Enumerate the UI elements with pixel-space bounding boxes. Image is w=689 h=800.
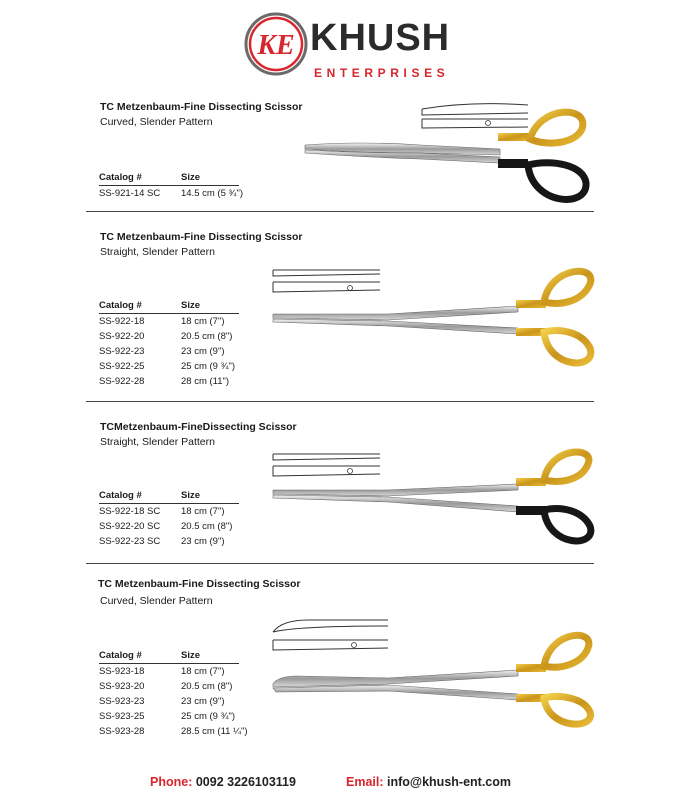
product-subtitle: Curved, Slender Pattern [100,595,213,607]
size-value: 20.5 cm (8") [181,681,233,692]
size-value: 25 cm (9 ¾") [181,711,236,722]
col-catalog: Catalog # [99,490,142,501]
catalog-number: SS-923-18 [99,666,145,677]
size-value: 18 cm (7") [181,506,225,517]
product-title: TC Metzenbaum-Fine Dissecting Scissor [100,101,303,113]
catalog-number: SS-922-20 [99,331,145,342]
catalog-number: SS-922-25 [99,361,145,372]
catalog-number: SS-923-23 [99,696,145,707]
col-size: Size [181,650,201,661]
straight-scissor-gold-icon [268,262,598,374]
size-value: 28.5 cm (11 ¼") [181,726,248,737]
size-value: 18 cm (7") [181,666,225,677]
size-value: 23 cm (9") [181,696,225,707]
table-row [99,359,239,374]
curved-scissor-gold-icon [268,612,598,732]
svg-text:KE: KE [257,30,295,61]
phone-contact [150,775,296,789]
product-subtitle: Straight, Slender Pattern [100,246,215,258]
catalog-number: SS-923-28 [99,726,145,737]
catalog-number: SS-923-20 [99,681,145,692]
size-value: 18 cm (7") [181,316,225,327]
table-header [99,298,239,314]
catalog-table [99,170,243,201]
size-value: 28 cm (11") [181,376,230,387]
phone-label: Phone: [150,775,193,789]
table-header [99,170,239,186]
product-title: TCMetzenbaum-FineDissecting Scissor [100,421,297,433]
brand-name: KHUSH [310,17,451,59]
email-label: Email: [346,775,384,789]
catalog-table [99,488,239,549]
table-row [99,329,239,344]
col-size: Size [181,300,201,311]
section-divider [86,211,594,212]
phone-number: 0092 3226103119 [195,775,296,789]
email-contact [346,775,511,789]
catalog-table [99,298,239,389]
catalog-number: SS-922-28 [99,376,145,387]
table-row [99,694,239,709]
straight-scissor-gold-black-icon [268,448,598,558]
email-address: info@khush-ent.com [387,775,511,789]
col-catalog: Catalog # [99,650,142,661]
product-title: TC Metzenbaum-Fine Dissecting Scissor [98,578,301,590]
table-row [99,709,239,724]
catalog-number: SS-921-14 SC [99,188,161,199]
catalog-number: SS-923-25 [99,711,145,722]
section-divider [86,401,594,402]
ke-logo-icon [244,12,308,76]
size-value: 23 cm (9") [181,536,225,547]
table-row [99,724,248,739]
size-value: 20.5 cm (8") [181,331,233,342]
catalog-number: SS-922-18 SC [99,506,161,517]
table-header [99,648,239,664]
table-row [99,374,239,389]
size-value: 20.5 cm (8") [181,521,233,532]
product-subtitle: Curved, Slender Pattern [100,116,213,128]
col-size: Size [181,490,201,501]
table-row [99,664,239,679]
catalog-number: SS-922-23 SC [99,536,161,547]
table-row [99,504,239,519]
catalog-number: SS-922-20 SC [99,521,161,532]
product-subtitle: Straight, Slender Pattern [100,436,215,448]
catalog-table [99,648,248,739]
catalog-number: SS-922-18 [99,316,145,327]
table-row [99,534,239,549]
table-row [99,314,239,329]
brand-logo [244,12,454,82]
table-header [99,488,239,504]
col-catalog: Catalog # [99,172,142,183]
col-size: Size [181,172,201,183]
curved-scissor-gold-black-icon [300,95,590,215]
col-catalog: Catalog # [99,300,142,311]
size-value: 23 cm (9") [181,346,225,357]
brand-subtitle: ENTERPRISES [314,66,450,80]
table-row [99,679,239,694]
catalog-number: SS-922-23 [99,346,145,357]
section-divider [86,563,594,564]
size-value: 25 cm (9 ¾") [181,361,236,372]
table-row [99,186,243,201]
table-row [99,519,239,534]
size-value: 14.5 cm (5 ¾") [181,188,243,199]
product-title: TC Metzenbaum-Fine Dissecting Scissor [100,231,303,243]
table-row [99,344,239,359]
